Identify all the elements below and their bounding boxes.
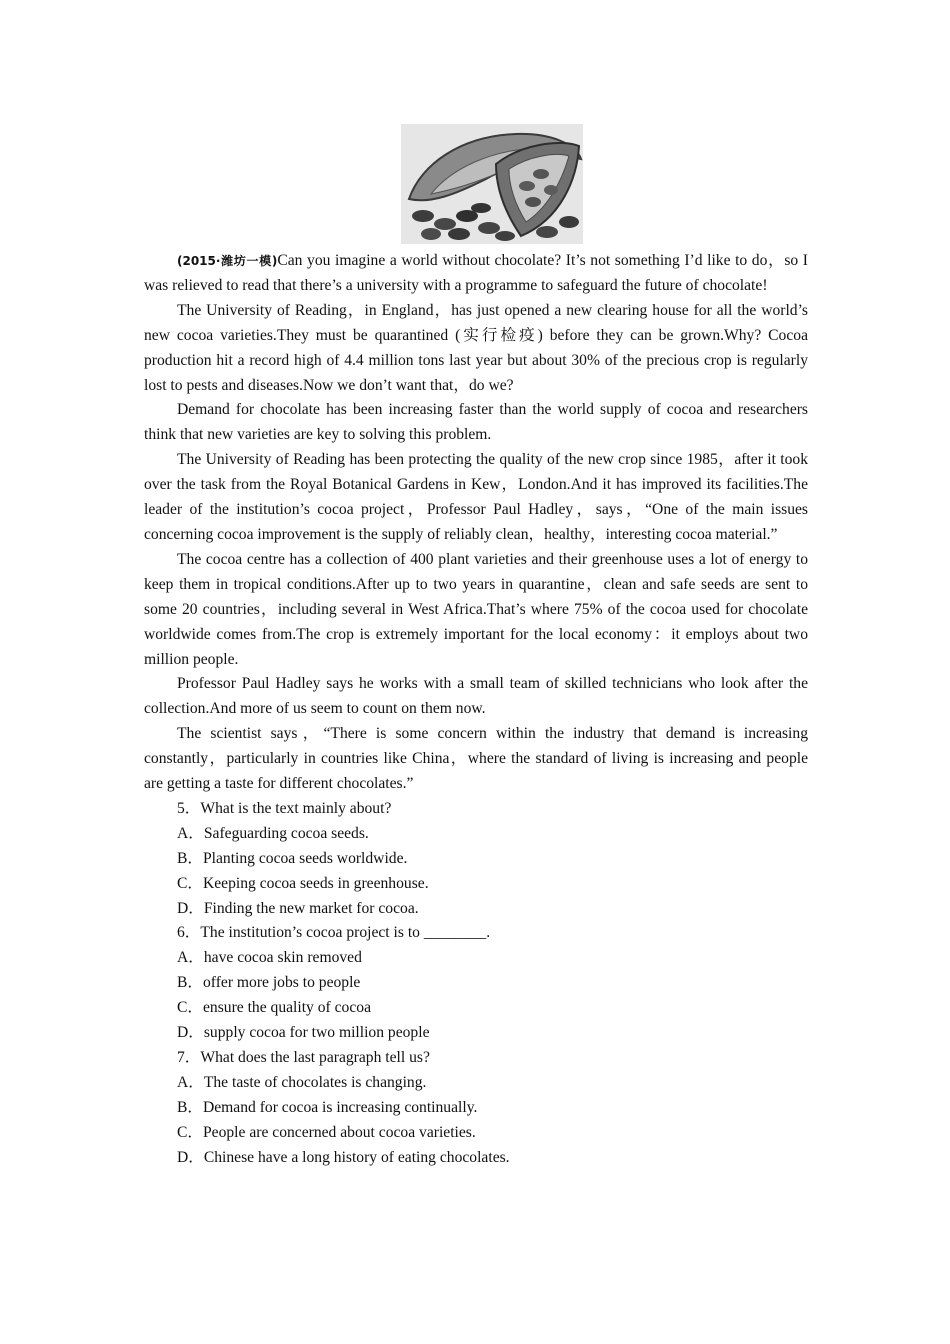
- question-stem: 5．What is the text mainly about?: [177, 799, 392, 817]
- cocoa-pod-beans-icon: [401, 124, 583, 244]
- answer-option: B．offer more jobs to people: [177, 974, 361, 992]
- passage-paragraph: Demand for chocolate has been increasing faster than the world supply of cocoa and researchers think that new varieties are key to solving this problem.: [144, 401, 808, 444]
- answer-option: B．Planting cocoa seeds worldwide.: [177, 849, 408, 867]
- answer-option: D．Chinese have a long history of eating chocolates.: [177, 1148, 510, 1166]
- passage-content: [144, 249, 808, 1171]
- passage-paragraph: The University of Reading，in England，has just opened a new clearing house for all the world’s new cocoa varieties.They must be quarantined (实行检疫) before they can be grown.Why? Cocoa production hit a record high of 4.4 million tons last year but about 30% of the precious crop is regularly lost to pests and diseases.Now we don’t want that，do we?: [144, 301, 808, 394]
- answer-option: C．ensure the quality of cocoa: [177, 999, 371, 1017]
- answer-option: B．Demand for cocoa is increasing continually.: [177, 1098, 478, 1116]
- answer-option: A．Safeguarding cocoa seeds.: [177, 824, 369, 842]
- passage-paragraph: The University of Reading has been protecting the quality of the new crop since 1985，after it took over the task from the Royal Botanical Gardens in Kew，London.And it has improved its facilities.The leader of the institution’s cocoa project，Professor Paul Hadley，says，“One of the main issues concerning cocoa improvement is the supply of reliably clean，healthy，interesting cocoa material.”: [144, 451, 808, 543]
- question-stem: 6．The institution’s cocoa project is to ________.: [177, 924, 491, 942]
- answer-option: A．have cocoa skin removed: [177, 949, 362, 967]
- cocoa-pod-image: [401, 124, 583, 244]
- answer-option: A．The taste of chocolates is changing.: [177, 1073, 427, 1091]
- answer-option: D．supply cocoa for two million people: [177, 1024, 430, 1042]
- answer-option: C．People are concerned about cocoa varieties.: [177, 1123, 476, 1141]
- question-stem: 7．What does the last paragraph tell us?: [177, 1049, 430, 1066]
- answer-option: D．Finding the new market for cocoa.: [177, 899, 419, 917]
- passage-paragraph: The cocoa centre has a collection of 400 plant varieties and their greenhouse uses a lot of energy to keep them in tropical conditions.After up to two years in quarantine，clean and safe seeds are sent to some 20 countries，including several in West Africa.That’s where 75% of the cocoa used for chocolate worldwide comes from.The crop is extremely important for the local economy：it employs about two million people.: [144, 550, 808, 668]
- source-label: (2015·潍坊一模): [177, 254, 278, 268]
- passage-paragraph: Professor Paul Hadley says he works with a small team of skilled technicians who look after the collection.And more of us seem to count on them now.: [144, 675, 808, 718]
- passage-paragraph: The scientist says，“There is some concern within the industry that demand is increasing constantly，particularly in countries like China，where the standard of living is increasing and people are getting a taste for different chocolates.”: [144, 725, 808, 793]
- passage-paragraph: (2015·潍坊一模)Can you imagine a world without chocolate? It’s not something I’d like to do，so I was relieved to read that there’s a university with a programme to safeguard the future of chocolate!: [144, 252, 808, 294]
- answer-option: C．Keeping cocoa seeds in greenhouse.: [177, 874, 429, 892]
